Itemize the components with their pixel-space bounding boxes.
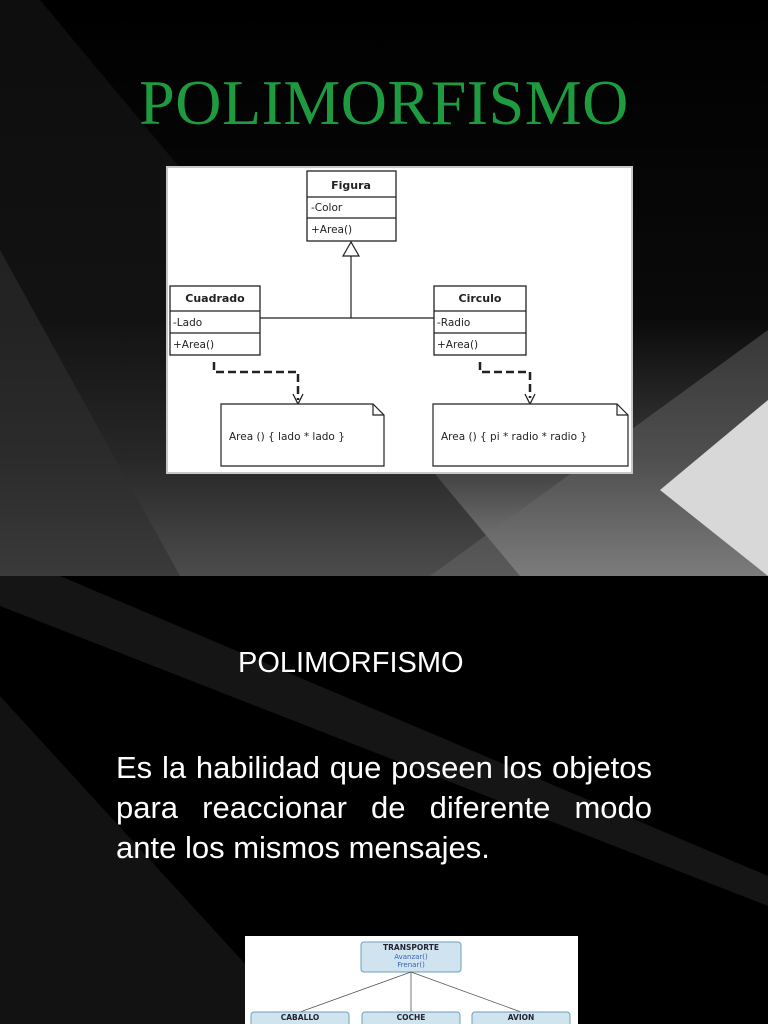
uml-class-figura [307,171,396,241]
uml-attribute: -Color [311,202,343,214]
uml-note-right [433,404,628,466]
uml-class-name: Circulo [458,292,502,305]
transport-class-diagram [245,936,578,1024]
connector-line [300,972,411,1012]
uml-class-cuadrado [170,286,260,355]
uml-note-text: Area () { lado * lado } [229,431,345,443]
class-name: AVION [507,1013,535,1022]
uml-note-left [221,404,384,466]
class-name: CABALLO [280,1013,320,1022]
uml-method: +Area() [173,339,215,351]
uml-class-name: Cuadrado [185,292,245,305]
class-name: TRANSPORTE [383,943,439,952]
uml-attribute: -Lado [173,317,203,329]
uml-note-text: Area () { pi * radio * radio } [441,431,588,443]
slide-1-title: POLIMORFISMO [139,67,629,138]
arrow-down-icon [525,394,535,404]
definition-paragraph: Es la habilidad que poseen los objetos para reaccionar de diferente modo ante los mismos mensajes. [116,750,652,865]
uml-class-diagram [166,166,633,474]
inheritance-arrow-icon [343,242,359,256]
uml-method: +Area() [311,224,353,236]
class-method: Frenar() [397,961,425,969]
slide-2-title: POLIMORFISMO [238,647,464,679]
slide-2 [0,576,768,1024]
uml-method: +Area() [437,339,479,351]
connector-line [411,972,521,1012]
dependency-line [214,362,298,400]
uml-class-circulo [434,286,526,355]
uml-class-name: Figura [331,179,371,192]
uml-attribute: -Radio [437,317,471,329]
class-method: Avanzar() [394,953,428,961]
class-name: COCHE [396,1013,426,1022]
dependency-line [480,362,530,398]
